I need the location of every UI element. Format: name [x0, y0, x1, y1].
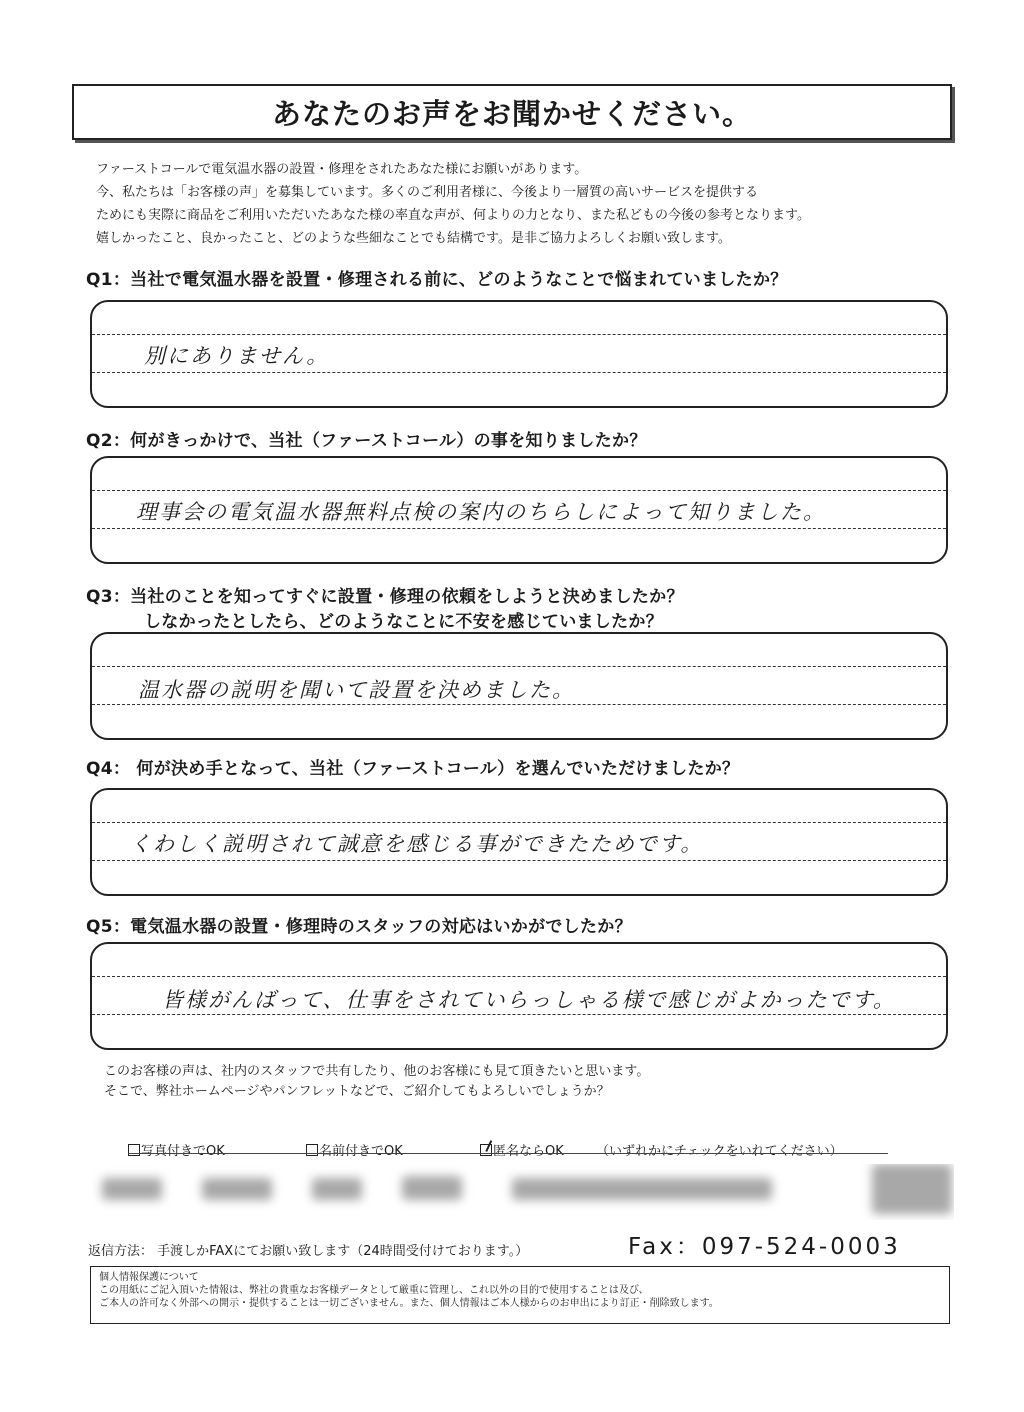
consent-name-option[interactable]: [306, 1140, 403, 1159]
note-line: このお客様の声は、社内のスタッフで共有したり、他のお客様にも見て頂きたいと思います。: [104, 1064, 650, 1079]
dashed-line: [92, 372, 946, 373]
privacy-line: 個人情報保護について: [99, 1272, 199, 1283]
page-title: あなたのお声をお聞かせください。: [271, 96, 752, 131]
intro-text: [96, 158, 956, 250]
photo-checkbox[interactable]: [128, 1144, 140, 1156]
note-line: そこで、弊社ホームページやパンフレットなどで、ご紹介してもよろしいでしょうか？: [104, 1084, 610, 1099]
question-3-label: [86, 582, 684, 632]
title-box: [72, 84, 952, 140]
privacy-line: ご本人の許可なく外部への開示・提供することは一切ございません。また、個人情報はご本人様からのお申出により訂正・削除致します。: [99, 1298, 719, 1309]
answer-2-text: 理事会の電気温水器無料点検の案内のちらしによって知りました。: [136, 500, 826, 524]
answer-box-4[interactable]: [90, 788, 948, 896]
answer-box-2[interactable]: [90, 456, 948, 564]
question-3-line-2: しなかったとしたら、どのようなことに不安を感じていましたか？: [144, 612, 663, 632]
anonymous-checkbox[interactable]: [480, 1144, 492, 1156]
fax-number: Fax：097-524-0003: [628, 1234, 901, 1260]
photo-option-label: 写真付きでOK: [141, 1144, 225, 1159]
intro-line: ファーストコールで電気温水器の設置・修理をされたあなた様にお願いがあります。: [96, 162, 588, 177]
answer-1-text: 別にありません。: [144, 344, 330, 368]
dashed-line: [92, 976, 946, 977]
privacy-notice: [90, 1266, 950, 1324]
return-method-text: 返信方法： 手渡しかFAXにてお願い致します（24時間受付けております。）: [88, 1244, 529, 1259]
question-4-label: Q4： 何が決め手となって、当社（ファーストコール）を選んでいただけましたか？: [86, 759, 740, 779]
intro-line: 嬉しかったこと、良かったこと、どのような些細なことでも結構です。是非ご協力よろしくお願い致します。: [96, 231, 731, 246]
dashed-line: [92, 1014, 946, 1015]
consent-note: [104, 1062, 649, 1102]
question-2-label: Q2：何がきっかけで、当社（ファーストコール）の事を知りましたか？: [86, 431, 647, 451]
name-checkbox[interactable]: [306, 1144, 318, 1156]
answer-box-3[interactable]: [90, 632, 948, 740]
intro-line: 今、私たちは「お客様の声」を募集しています。多くのご利用者様に、今後より一層質の高いサービスを提供する: [96, 185, 758, 200]
consent-underline: [128, 1153, 888, 1154]
name-option-label: 名前付きでOK: [319, 1144, 403, 1159]
consent-photo-option[interactable]: [128, 1140, 225, 1159]
dashed-line: [92, 704, 946, 705]
answer-3-text: 温水器の説明を聞いて設置を決めました。: [138, 678, 575, 702]
anonymous-option-label: 匿名ならOK: [493, 1144, 564, 1159]
consent-instruction: （いずれかにチェックをいれてください）: [596, 1144, 843, 1159]
dashed-line: [92, 528, 946, 529]
dashed-line: [92, 860, 946, 861]
answer-5-text: 皆様がんばって、仕事をされていらっしゃる様で感じがよかったです。: [162, 988, 896, 1012]
dashed-line: [92, 490, 946, 491]
dashed-line: [92, 822, 946, 823]
redacted-signature-area: [92, 1164, 954, 1220]
dashed-line: [92, 666, 946, 667]
intro-line: ためにも実際に商品をご利用いただいたあなた様の率直な声が、何よりの力となり、また私どもの今後の参考となります。: [96, 208, 810, 223]
privacy-line: この用紙にご記入頂いた情報は、弊社の貴重なお客様データとして厳重に管理し、これ以外の目的で使用することは及び、: [99, 1285, 649, 1296]
answer-4-text: くわしく説明されて誠意を感じる事ができたためです。: [130, 832, 704, 856]
answer-box-5[interactable]: [90, 942, 948, 1050]
question-5-label: Q5：電気温水器の設置・修理時のスタッフの対応はいかがでしたか？: [86, 917, 632, 937]
question-1-label: Q1：当社で電気温水器を設置・修理される前に、どのようなことで悩まれていましたか？: [86, 270, 788, 290]
answer-box-1[interactable]: [90, 300, 948, 408]
dashed-line: [92, 334, 946, 335]
consent-anonymous-option[interactable]: [480, 1140, 564, 1159]
question-3-line-1: Q3：当社のことを知ってすぐに設置・修理の依頼をしようと決めましたか？: [86, 587, 684, 607]
